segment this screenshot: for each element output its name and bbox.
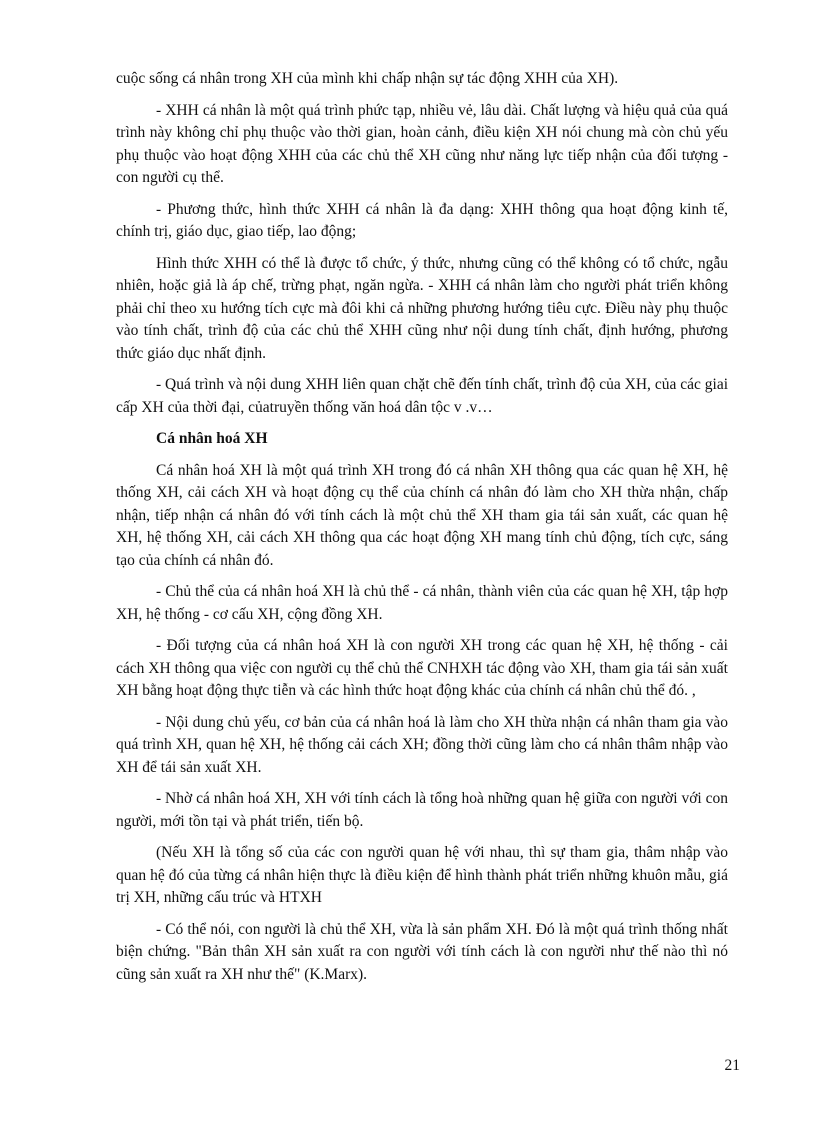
paragraph-individualization-result: - Nhờ cá nhân hoá XH, XH với tính cách là tổng hoà những quan hệ giữa con người với con người, mới tồn tại và phát triển, tiến bộ.: [116, 790, 728, 830]
section-heading: Cá nhân hoá XH: [156, 430, 268, 447]
page-number: 21: [724, 1057, 740, 1074]
paragraph-xhh-process: - Quá trình và nội dung XHH liên quan chặt chẽ đến tính chất, trình độ của XH, của các giai cấp XH của thời đại, củatruyền thống văn hoá dân tộc v .v…: [116, 376, 728, 416]
paragraph-individualization-note: (Nếu XH là tổng số của các con người quan hệ với nhau, thì sự tham gia, thâm nhập vào quan hệ đó của từng cá nhân hiện thực là điều kiện để hình thành phát triển những khuôn mẫu, giá trị XH, những cấu trúc và HTXH: [116, 844, 728, 906]
paragraph-xhh-complexity: - XHH cá nhân là một quá trình phức tạp, nhiều vẻ, lâu dài. Chất lượng và hiệu quả của quá trình này không chỉ phụ thuộc vào thời gian, hoàn cảnh, điều kiện XH nói chung mà còn chủ yếu phụ thuộc vào hoạt động XHH của các chủ thể XH cũng như năng lực tiếp nhận của đối tượng - con người cụ thể.: [116, 101, 728, 186]
paragraph-xhh-forms: Hình thức XHH có thể là được tổ chức, ý thức, nhưng cũng có thể không có tổ chức, ngẫu nhiên, hoặc giả là áp chế, trừng phạt, ngăn ngừa. - XHH cá nhân làm cho người phát triển không phải chỉ theo xu hướng tích cực mà đôi khi cả những phương hướng tiêu cực. Điều này phụ thuộc vào tính chất, trình độ của các chủ thể XHH cũng như nội dung tính chất, định hướng, phương thức giáo dục nhất định.: [116, 254, 728, 362]
paragraph-individualization-object: - Đối tượng của cá nhân hoá XH là con người XH trong các quan hệ XH, hệ thống - cải cách XH thông qua việc con người cụ thể chủ thể CNHXH tác động vào XH, tham gia tái sản xuất XH bằng hoạt động thực tiễn và các hình thức hoạt động khác của chính cá nhân chủ thể đó. ,: [116, 637, 728, 699]
paragraph-individualization-content: - Nội dung chủ yếu, cơ bản của cá nhân hoá là làm cho XH thừa nhận cá nhân tham gia vào quá trình XH, quan hệ XH, hệ thống cải cách XH; đồng thời cũng làm cho cá nhân thâm nhập vào XH để tái sản xuất XH.: [116, 713, 728, 776]
paragraph-individualization-definition: Cá nhân hoá XH là một quá trình XH trong đó cá nhân XH thông qua các quan hệ XH, hệ thống XH, cải cách XH và hoạt động cụ thể của chính cá nhân đó làm cho XH thừa nhận, chấp nhận, tiếp nhận cá nhân đó với tính cách là một chủ thể XH tham gia tái sản xuất, các quan hệ XH, hệ thống XH, cải cách XH thông qua các hoạt động XH mang tính chủ động, tích cực, sáng tạo của chính cá nhân đó.: [116, 461, 728, 569]
paragraph-continuation: cuộc sống cá nhân trong XH của mình khi chấp nhận sự tác động XHH của XH).: [116, 70, 619, 87]
paragraph-individualization-subject: - Chủ thể của cá nhân hoá XH là chủ thể - cá nhân, thành viên của các quan hệ XH, tập hợp XH, hệ thống - cơ cấu XH, cộng đồng XH.: [116, 583, 728, 623]
paragraph-marx-quote: - Có thể nói, con người là chủ thể XH, vừa là sản phẩm XH. Đó là một quá trình thống nhất biện chứng. "Bản thân XH sản xuất ra con người với tính cách là con người như thế nào thì nó cũng sản xuất ra XH như thế" (K.Marx).: [116, 920, 728, 983]
paragraph-xhh-methods: - Phương thức, hình thức XHH cá nhân là đa dạng: XHH thông qua hoạt động kinh tế, chính trị, giáo dục, giao tiếp, lao động;: [116, 200, 728, 240]
document-page: [116, 68, 728, 995]
